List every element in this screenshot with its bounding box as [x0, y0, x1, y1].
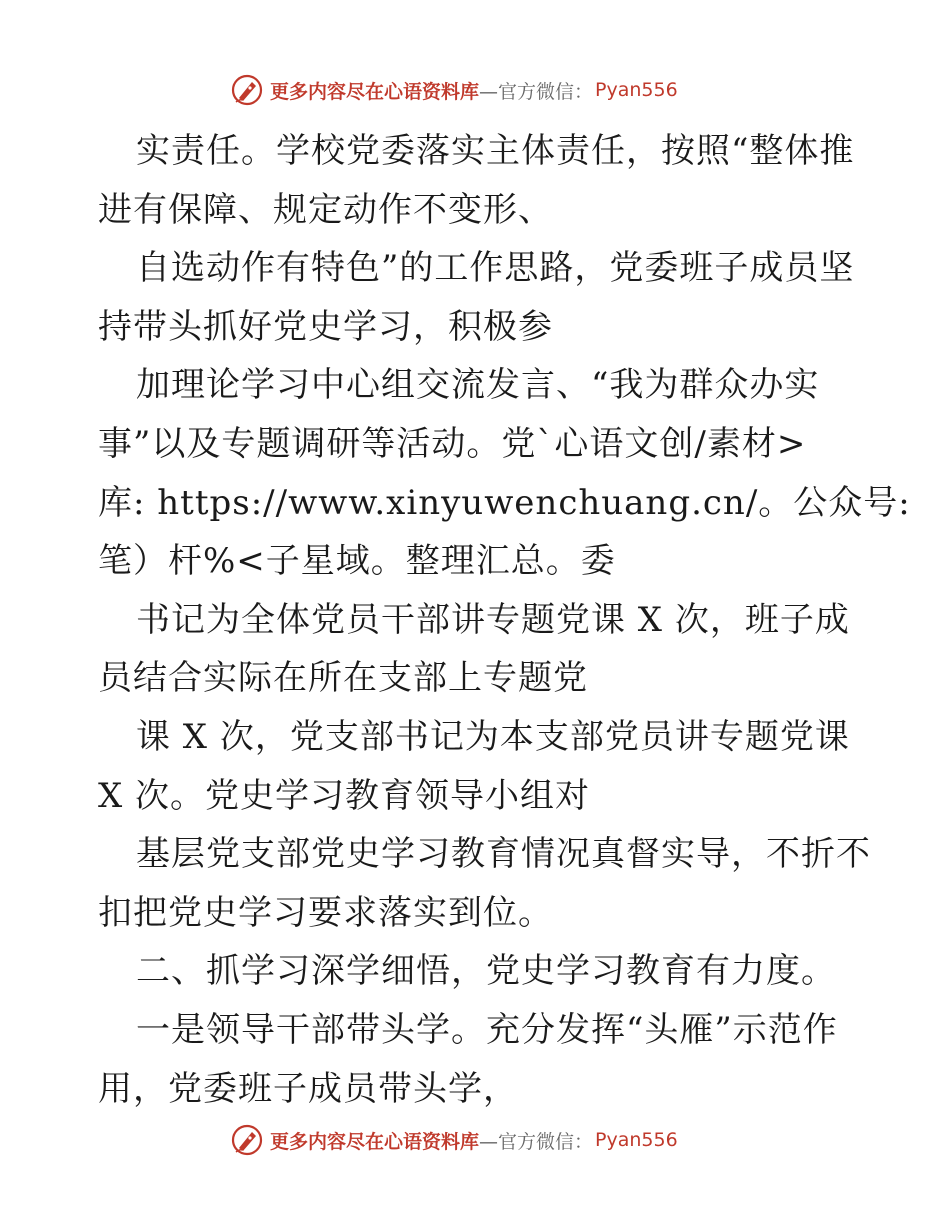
document-body — [98, 122, 911, 1118]
text-line: 书记为全体党员干部讲专题党课 X 次，班子成 — [136, 599, 850, 640]
text-line: 扣把党史学习要求落实到位。 — [98, 892, 553, 933]
watermark-id-text: Pyan556 — [595, 1129, 678, 1151]
text-line: X 次。党史学习教育领导小组对 — [98, 775, 591, 816]
watermark-sub-text: —官方微信： — [479, 1130, 594, 1153]
text-line: 事”以及专题调研等活动。党`心语文创/素材> — [98, 423, 807, 464]
text-line: 用，党委班子成员带头学， — [98, 1068, 518, 1109]
text-line: 持带头抓好党史学习，积极参 — [98, 306, 553, 347]
pen-nib-logo-icon — [230, 1123, 264, 1157]
header-watermark — [230, 72, 730, 108]
text-line: 员结合实际在所在支部上专题党 — [98, 658, 588, 699]
text-line: 进有保障、规定动作不变形、 — [98, 189, 553, 230]
section-heading: 二、抓学习深学细悟，党史学习教育有力度。 — [136, 951, 836, 992]
text-line: 基层党支部党史学习教育情况真督实导，不折不 — [136, 834, 871, 875]
watermark-main-text: 更多内容尽在心语资料库 — [270, 1130, 480, 1153]
text-line: 课 X 次，党支部书记为本支部党员讲专题党课 — [136, 716, 850, 757]
text-line: 加理论学习中心组交流发言、“我为群众办实 — [136, 365, 820, 406]
text-line: 一是领导干部带头学。充分发挥“头雁”示范作 — [136, 1009, 838, 1050]
pen-nib-logo-icon — [230, 73, 264, 107]
footer-watermark — [230, 1122, 730, 1158]
watermark-id-text: Pyan556 — [595, 79, 678, 101]
text-line: 实责任。学校党委落实主体责任，按照“整体推 — [136, 131, 855, 171]
watermark-main-text: 更多内容尽在心语资料库 — [270, 80, 480, 103]
watermark-sub-text: —官方微信： — [479, 80, 594, 103]
text-line: 库: https://www.xinyuwenchuang.cn/。公众号: — [98, 482, 911, 523]
text-line: 自选动作有特色”的工作思路，党委班子成员坚 — [136, 248, 855, 289]
text-line: 笔）杆%<子星域。整理汇总。委 — [98, 541, 616, 582]
